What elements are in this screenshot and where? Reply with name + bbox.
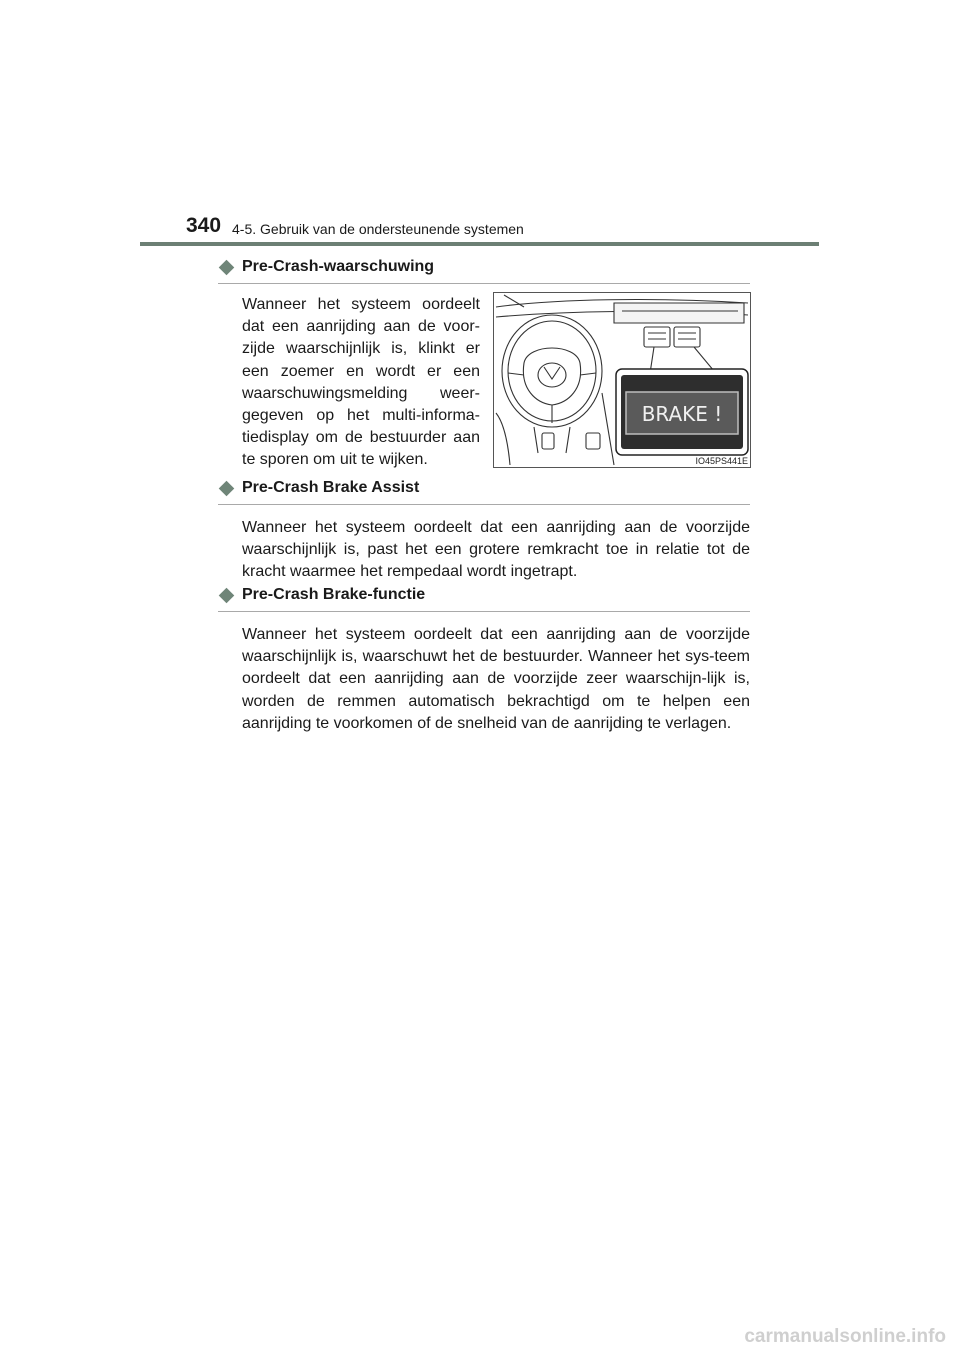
section-heading-text: Pre-Crash Brake Assist — [242, 479, 420, 496]
dashboard-illustration — [493, 292, 751, 468]
section-heading-text: Pre-Crash-waarschuwing — [242, 258, 435, 275]
section-body: Wanneer het systeem oordeelt dat een aanrijding aan de voorzijde waarschijnlijk is, past het een grotere remkracht toe in relatie tot de kracht waarmee het rempedaal wordt ingetrapt. — [242, 519, 750, 581]
page-number: 340 — [186, 214, 222, 237]
header-rule — [140, 242, 819, 246]
watermark: carmanualsonline.info — [744, 1326, 946, 1347]
dashboard-drawing — [494, 293, 750, 467]
brake-warning-text: BRAKE ! — [641, 402, 723, 426]
section-heading-text: Pre-Crash Brake-functie — [242, 586, 426, 603]
section-pre-crash-brake-function — [218, 583, 750, 735]
diamond-bullet-icon — [219, 587, 235, 603]
section-heading — [218, 476, 750, 505]
section-body: Wanneer het systeem oordeelt dat een aanrijding aan de voorzijde waarschijnlijk is, waarschuwt het de bestuurder. Wanneer het sys-teem oordeelt dat een aanrijding aan de voorzijde zeer waarschijn-lijk is, worden de remmen automatisch bekrachtigd om te helpen een aanrijding te voorkomen of de snelheid van de aanrijding te verlagen. — [242, 626, 750, 732]
chapter-title: 4-5. Gebruik van de ondersteunende systemen — [232, 221, 524, 237]
diamond-bullet-icon — [219, 259, 235, 275]
section-body: Wanneer het systeem oordeelt dat een aanrijding aan de voor-zijde waarschijnlijk is, klinkt er een zoemer en wordt er een waarschuwingsmelding weer-gegeven op het multi-informa-tiedisplay om de bestuurder aan te sporen om uit te wijken. — [242, 296, 480, 469]
diamond-bullet-icon — [219, 480, 235, 496]
section-heading — [218, 583, 750, 612]
section-heading — [218, 255, 750, 284]
figure-code: IO45PS441E — [695, 456, 748, 466]
section-pre-crash-brake-assist — [218, 476, 750, 584]
